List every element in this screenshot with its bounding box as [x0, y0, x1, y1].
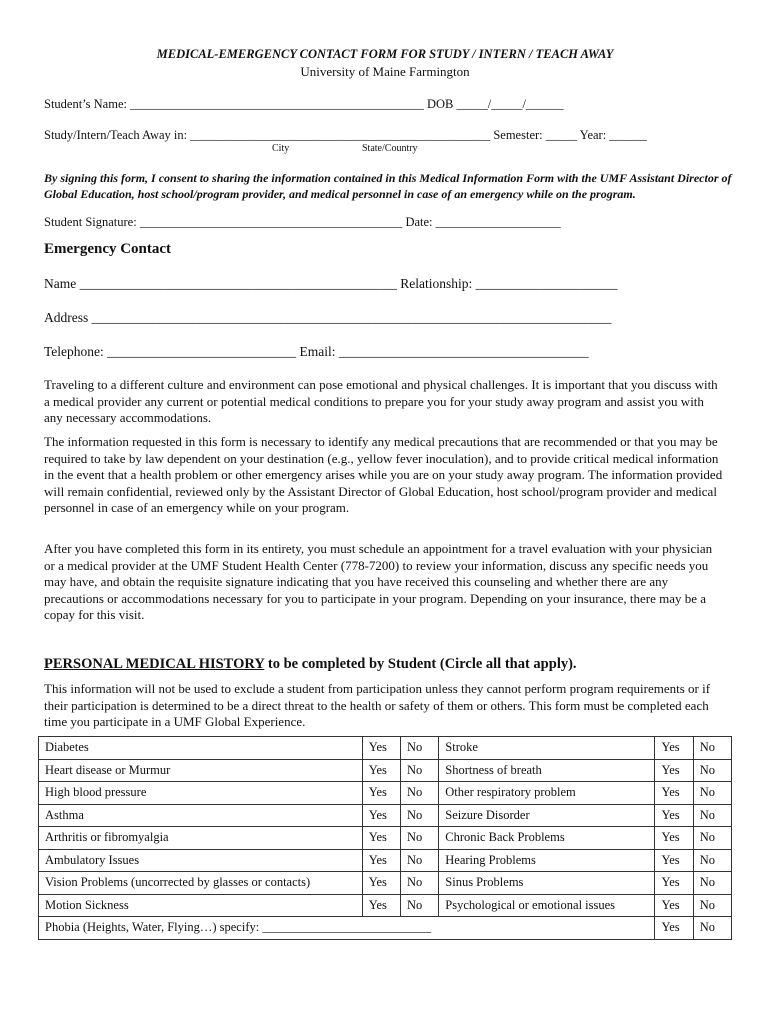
state-country-label: State/Country — [362, 143, 418, 154]
study-location-line[interactable]: Study/Intern/Teach Away in: ________________________________________________ Semester: _____ Year: ______ — [44, 128, 647, 142]
paragraph-travel: Traveling to a different culture and environment can pose emotional and physical challenges. It is important that you discuss with a medical provider any current or potential medical conditions to prepare you for your study away program and assist you with any necessary accommodations. — [44, 377, 718, 425]
condition-right: Sinus Problems — [439, 872, 655, 895]
yes-option[interactable]: Yes — [362, 804, 400, 827]
no-option[interactable]: No — [401, 804, 439, 827]
emergency-address-line[interactable]: Address _____________________________________________________________________________ — [44, 310, 612, 325]
yes-option[interactable]: Yes — [362, 849, 400, 872]
university-name: University of Maine Farmington — [300, 64, 470, 79]
student-name-dob-line[interactable]: Student’s Name: _______________________________________________ DOB _____/_____/______ — [44, 97, 564, 111]
condition-left: High blood pressure — [39, 782, 363, 805]
condition-right: Other respiratory problem — [439, 782, 655, 805]
yes-option[interactable]: Yes — [655, 782, 693, 805]
student-signature-line[interactable]: Student Signature: __________________________________________ Date: ____________________ — [44, 215, 561, 229]
condition-left: Vision Problems (uncorrected by glasses or contacts) — [39, 872, 363, 895]
no-option[interactable]: No — [693, 917, 731, 940]
no-option[interactable]: No — [401, 849, 439, 872]
yes-option[interactable]: Yes — [362, 737, 400, 760]
condition-right: Psychological or emotional issues — [439, 894, 655, 917]
yes-option[interactable]: Yes — [655, 872, 693, 895]
emergency-name-line[interactable]: Name _______________________________________________ Relationship: _____________________ — [44, 276, 618, 291]
yes-option[interactable]: Yes — [655, 737, 693, 760]
no-option[interactable]: No — [401, 827, 439, 850]
paragraph-information: The information requested in this form is necessary to identify any medical precautions that are recommended or that you may be required to take by law dependent on your destination (e.g., yellow fever inoculation), and to provide critical medical information in the event that a health problem or other emergency arises while you are on your study away program. The information provided will remain confidential, reviewed only by the Assistant Director of Global Education, host school/program provider and medical personnel in case of an emergency while on your program. — [44, 434, 723, 515]
yes-option[interactable]: Yes — [655, 894, 693, 917]
form-title: MEDICAL-EMERGENCY CONTACT FORM FOR STUDY / INTERN / TEACH AWAY — [156, 47, 614, 61]
medical-history-heading-underlined: PERSONAL MEDICAL HISTORY — [44, 656, 265, 672]
medical-history-table — [38, 736, 732, 940]
table-row — [39, 782, 732, 805]
no-option[interactable]: No — [693, 782, 731, 805]
yes-option[interactable]: Yes — [655, 917, 693, 940]
condition-right: Stroke — [439, 737, 655, 760]
medical-history-intro: This information will not be used to exclude a student from participation unless they cannot perform program requirements or if their participation is determined to be a direct threat to the health or safety of them or others. This form must be completed each time you participate in a UMF Global Experience. — [44, 681, 711, 729]
yes-option[interactable]: Yes — [362, 872, 400, 895]
table-row — [39, 737, 732, 760]
no-option[interactable]: No — [401, 737, 439, 760]
condition-left: Motion Sickness — [39, 894, 363, 917]
table-row — [39, 872, 732, 895]
paragraph-appointment: After you have completed this form in its entirety, you must schedule an appointment for a travel evaluation with your physician or a medical provider at the UMF Student Health Center (778-7200) to review your information, discuss any specific needs you may have, and obtain the requisite signature indicating that you have received this counseling and whether there are any precautions or accommodations necessary for you to participate in your program. Depending on your insurance, there may be a copay for this visit. — [44, 541, 713, 622]
condition-right: Chronic Back Problems — [439, 827, 655, 850]
medical-history-heading-rest: to be completed by Student (Circle all that apply). — [264, 656, 577, 672]
table-row — [39, 804, 732, 827]
yes-option[interactable]: Yes — [655, 804, 693, 827]
consent-statement: By signing this form, I consent to sharing the information contained in this Medical Information Form with the UMF Assistant Director of Global Education, host school/program provider, and medical personnel in case of an emergency while on the program. — [44, 171, 732, 201]
yes-option[interactable]: Yes — [655, 827, 693, 850]
table-row — [39, 849, 732, 872]
phobia-specify-field[interactable]: Phobia (Heights, Water, Flying…) specify: ___________________________ — [39, 917, 655, 940]
yes-option[interactable]: Yes — [362, 759, 400, 782]
condition-right: Shortness of breath — [439, 759, 655, 782]
condition-left: Ambulatory Issues — [39, 849, 363, 872]
condition-left: Asthma — [39, 804, 363, 827]
table-row — [39, 894, 732, 917]
yes-option[interactable]: Yes — [655, 849, 693, 872]
condition-right: Hearing Problems — [439, 849, 655, 872]
no-option[interactable]: No — [693, 872, 731, 895]
no-option[interactable]: No — [401, 782, 439, 805]
table-row — [39, 759, 732, 782]
no-option[interactable]: No — [401, 872, 439, 895]
no-option[interactable]: No — [401, 894, 439, 917]
condition-right: Seizure Disorder — [439, 804, 655, 827]
emergency-phone-email-line[interactable]: Telephone: ____________________________ Email: _____________________________________ — [44, 344, 589, 359]
no-option[interactable]: No — [693, 849, 731, 872]
no-option[interactable]: No — [693, 894, 731, 917]
yes-option[interactable]: Yes — [362, 827, 400, 850]
city-label: City — [272, 143, 290, 154]
yes-option[interactable]: Yes — [655, 759, 693, 782]
yes-option[interactable]: Yes — [362, 782, 400, 805]
table-row-phobia — [39, 917, 732, 940]
no-option[interactable]: No — [693, 804, 731, 827]
condition-left: Arthritis or fibromyalgia — [39, 827, 363, 850]
no-option[interactable]: No — [401, 759, 439, 782]
no-option[interactable]: No — [693, 759, 731, 782]
no-option[interactable]: No — [693, 737, 731, 760]
yes-option[interactable]: Yes — [362, 894, 400, 917]
table-row — [39, 827, 732, 850]
condition-left: Heart disease or Murmur — [39, 759, 363, 782]
condition-left: Diabetes — [39, 737, 363, 760]
emergency-contact-heading: Emergency Contact — [44, 241, 172, 257]
no-option[interactable]: No — [693, 827, 731, 850]
medical-history-heading — [44, 656, 577, 673]
